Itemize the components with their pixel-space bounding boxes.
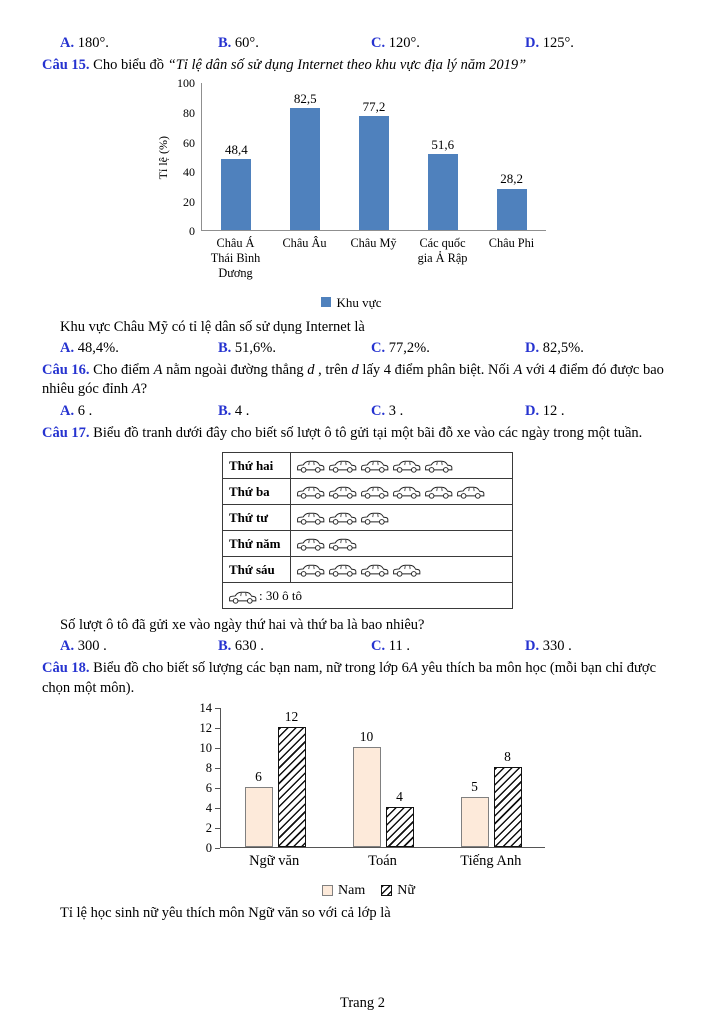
answer-option: [371, 34, 525, 54]
bar-column: [461, 780, 489, 847]
q18-number: Câu 18.: [42, 659, 90, 676]
option-letter: A.: [60, 339, 75, 356]
bar-column: [278, 710, 306, 847]
option-text: 60°.: [231, 35, 259, 51]
answer-option: [371, 402, 525, 422]
y-axis-tick-mark: [215, 828, 220, 829]
bar: [221, 159, 251, 231]
x-axis-category-label: Các quốc gia Ả Rập: [417, 236, 468, 266]
bar-column: [271, 92, 340, 230]
y-axis-tick-mark: [215, 848, 220, 849]
option-letter: D.: [525, 638, 540, 655]
q15-number: Câu 15.: [42, 56, 90, 73]
q18-question: Tỉ lệ học sinh nữ yêu thích môn Ngữ văn so với cả lớp là: [60, 905, 391, 922]
chart1-plot-column: [201, 83, 546, 281]
option-letter: D.: [525, 402, 540, 419]
option-text: 51,6%.: [231, 339, 277, 356]
legend-swatch: [381, 885, 392, 896]
bar-column: [245, 770, 273, 847]
pictogram-day-label: Thứ hai: [223, 453, 291, 479]
math-var: d: [307, 361, 315, 378]
car-icon: [391, 458, 422, 474]
chart1-legend: [155, 294, 547, 312]
option-letter: A.: [60, 402, 75, 419]
pictogram-key-cell: [223, 583, 513, 609]
pictogram-row: [223, 531, 513, 557]
pictogram-icon-cell: [291, 479, 513, 505]
car-icon: [359, 458, 390, 474]
option-letter: B.: [218, 402, 232, 419]
option-text: 12 .: [539, 402, 565, 419]
x-axis-category-label: Tiếng Anh: [460, 853, 522, 870]
option-letter: B.: [218, 339, 232, 356]
option-letter: A.: [60, 35, 75, 51]
option-text: 180°.: [74, 35, 109, 51]
answer-option: [525, 637, 683, 657]
car-icon: [327, 484, 358, 500]
q15-lead: Cho biểu đồ: [93, 56, 165, 73]
bar-column: [477, 172, 546, 230]
q15-chart-title: “Tỉ lệ dân số sử dụng Internet theo khu vực địa lý năm 2019”: [167, 56, 527, 73]
pictogram-icon-cell: [291, 453, 513, 479]
prev-question-options: [42, 34, 683, 54]
pictogram-icon-cell: [291, 557, 513, 583]
q17-options: [42, 637, 683, 657]
car-icon: [359, 562, 390, 578]
y-axis-tick-label: 10: [199, 740, 212, 755]
answer-option: [525, 402, 683, 422]
chart2-legend: [192, 881, 545, 900]
q18-text: Biểu đồ cho biết số lượng các bạn nam, nữ trong lớp 6: [93, 659, 409, 676]
option-letter: C.: [371, 35, 386, 51]
chart2-y-axis: [192, 700, 220, 855]
bar-value-label: 28,2: [500, 171, 523, 187]
answer-option: [218, 637, 371, 657]
chart1-y-axis-title: Tỉ lệ (%): [155, 135, 170, 180]
option-letter: C.: [371, 402, 386, 419]
q16-text: lấy 4 điểm phân biệt. Nối: [358, 361, 514, 378]
chart1-y-axis: [171, 76, 201, 239]
chart2-x-axis-labels: [220, 852, 545, 872]
answer-option: [371, 339, 525, 359]
answer-option: [218, 34, 371, 54]
option-text: 330 .: [539, 638, 572, 655]
bar-column: [408, 138, 477, 231]
car-icon: [423, 484, 454, 500]
car-icon: [423, 458, 454, 474]
q16-text: Cho điểm: [93, 361, 154, 378]
q17-stem: [42, 424, 683, 444]
y-axis-tick-label: 4: [205, 800, 212, 815]
q16-options: [42, 402, 683, 422]
bar-nu: [494, 767, 522, 847]
bar-nam: [245, 787, 273, 847]
option-text: 82,5%.: [539, 339, 584, 356]
chart1-ylabel-wrap: [155, 83, 171, 231]
option-text: 120°.: [385, 35, 420, 51]
y-axis-tick-label: 12: [199, 720, 212, 735]
pictogram-row: [223, 453, 513, 479]
x-axis-category-label: Châu Á Thái Bình Dương: [210, 236, 261, 281]
parking-pictogram-table: [222, 452, 513, 609]
option-letter: B.: [218, 638, 232, 655]
y-axis-tick-mark: [215, 788, 220, 789]
internet-usage-bar-chart: [155, 76, 555, 312]
bar-nam: [353, 747, 381, 847]
q15-question: Khu vực Châu Mỹ có tỉ lệ dân số sử dụng Internet là: [60, 319, 365, 336]
y-axis-tick-label: 60: [183, 135, 195, 150]
q15-stem: [42, 56, 683, 76]
option-text: 125°.: [539, 35, 574, 51]
bar-value-label: 51,6: [431, 136, 455, 152]
option-text: 4 .: [231, 402, 250, 419]
pictogram-row: [223, 505, 513, 531]
option-letter: C.: [371, 638, 386, 655]
bar-column: [386, 790, 414, 847]
y-axis-tick-label: 100: [177, 76, 195, 91]
bar-column: [340, 100, 409, 231]
q18-stem: [42, 659, 683, 698]
car-icon: [359, 510, 390, 526]
math-var: A: [513, 361, 523, 378]
bar: [359, 116, 389, 230]
y-axis-tick-mark: [215, 768, 220, 769]
q16-text: ?: [140, 381, 148, 398]
bar-group: [461, 750, 522, 847]
answer-option: [525, 339, 683, 359]
car-icon: [391, 484, 422, 500]
x-axis-category-label: Toán: [368, 853, 397, 870]
pictogram-row: [223, 557, 513, 583]
q16-text: nằm ngoài đường thẳng: [162, 361, 308, 378]
q15-options: [42, 339, 683, 359]
option-letter: D.: [525, 339, 540, 356]
bar-nam: [461, 797, 489, 847]
answer-option: [218, 402, 371, 422]
answer-option: [60, 34, 218, 54]
bar-group: [245, 710, 306, 847]
bar-group: [353, 730, 414, 847]
legend-label: Khu vực: [336, 295, 382, 311]
car-icon: [327, 562, 358, 578]
bar-value-label: 48,4: [225, 141, 248, 157]
x-axis-category-label: Châu Phi: [488, 236, 535, 251]
option-text: 77,2%.: [385, 339, 430, 356]
option-text: 300 .: [74, 638, 107, 655]
answer-option: [218, 339, 371, 359]
pictogram-icon-cell: [291, 531, 513, 557]
car-icon: [295, 458, 326, 474]
pictogram-row: [223, 479, 513, 505]
bar: [428, 154, 458, 230]
q16-number: Câu 16.: [42, 361, 90, 378]
x-axis-category-label: Châu Âu: [282, 236, 327, 251]
option-letter: D.: [525, 35, 540, 51]
car-icon: [295, 536, 326, 552]
y-axis-tick-label: 80: [183, 106, 195, 121]
chart1-plot-area: [201, 83, 546, 231]
class-subjects-bar-chart: [192, 700, 683, 900]
y-axis-tick-mark: [215, 748, 220, 749]
bar-nu: [278, 727, 306, 847]
legend-item: [381, 881, 415, 900]
y-axis-tick-mark: [215, 728, 220, 729]
pictogram-day-label: Thứ sáu: [223, 557, 291, 583]
math-var: A: [153, 361, 163, 378]
legend-label: Nữ: [397, 883, 415, 899]
x-axis-category-label: Ngữ văn: [249, 853, 300, 870]
bar-column: [494, 750, 522, 847]
page-number: Trang 2: [340, 995, 385, 1012]
legend-label: Nam: [338, 883, 366, 899]
bar-value-label: 77,2: [362, 98, 386, 114]
math-var: A: [408, 659, 418, 676]
bar-nu: [386, 807, 414, 847]
y-axis-tick-label: 40: [183, 165, 195, 180]
car-icon: [295, 510, 326, 526]
chart2-plot-area: [220, 708, 545, 848]
option-text: 630 .: [231, 638, 264, 655]
car-icon: [391, 562, 422, 578]
y-axis-tick-mark: [215, 808, 220, 809]
car-icon: [455, 484, 486, 500]
car-icon: [327, 458, 358, 474]
car-icon: [295, 484, 326, 500]
answer-option: [371, 637, 525, 657]
bar-column: [353, 730, 381, 847]
bar-value-label: 12: [284, 709, 299, 725]
option-text: 48,4%.: [74, 339, 119, 356]
q17-number: Câu 17.: [42, 424, 90, 441]
answer-option: [60, 637, 218, 657]
car-icon: [327, 536, 358, 552]
pictogram-icon-cell: [291, 505, 513, 531]
option-text: 6 .: [74, 402, 93, 419]
answer-option: [60, 402, 218, 422]
answer-option: [525, 34, 683, 54]
y-axis-tick-label: 6: [205, 780, 212, 795]
chart2-plot-row: [192, 700, 683, 855]
y-axis-tick-label: 20: [183, 194, 195, 209]
car-icon: [359, 484, 390, 500]
x-axis-category-label: Châu Mỹ: [350, 236, 397, 251]
pictogram-day-label: Thứ tư: [223, 505, 291, 531]
car-icon: [227, 589, 258, 605]
bar-value-label: 4: [396, 789, 403, 805]
math-var: d: [351, 361, 359, 378]
q17-question: Số lượt ô tô đã gửi xe vào ngày thứ hai và thứ ba là bao nhiêu?: [60, 617, 425, 634]
y-axis-tick-label: 2: [205, 820, 212, 835]
q16-text: , trên: [314, 361, 352, 378]
car-icon: [327, 510, 358, 526]
chart1-x-axis-labels: [201, 236, 546, 281]
y-axis-tick-label: 0: [205, 840, 212, 855]
option-letter: C.: [371, 339, 386, 356]
bar-value-label: 8: [504, 749, 511, 765]
answer-option: [60, 339, 218, 359]
y-axis-tick-mark: [215, 708, 220, 709]
option-letter: B.: [218, 35, 232, 51]
option-letter: A.: [60, 638, 75, 655]
q17-text: Biểu đồ tranh dưới đây cho biết số lượt ô tô gửi tại một bãi đỗ xe vào các ngày trong một tuần.: [93, 424, 643, 441]
legend-swatch: [322, 885, 333, 896]
q18-text: yêu thích ba môn học (mỗi bạn chỉ được chọn một môn).: [42, 659, 656, 696]
bar-value-label: 6: [255, 769, 262, 785]
chart2-plot-column: [220, 708, 545, 848]
bar-column: [202, 143, 271, 231]
bar: [290, 108, 320, 230]
math-var: A: [131, 381, 141, 398]
option-text: 3 .: [385, 402, 404, 419]
car-icon: [295, 562, 326, 578]
q16-stem: [42, 361, 683, 400]
y-axis-tick-label: 8: [205, 760, 212, 775]
legend-swatch: [321, 297, 331, 307]
pictogram-key-row: [223, 583, 513, 609]
option-text: 11 .: [385, 638, 410, 655]
bar: [497, 189, 527, 231]
pictogram-unit-label: : 30 ô tô: [259, 587, 302, 603]
pictogram-day-label: Thứ ba: [223, 479, 291, 505]
chart1-plot-row: [155, 76, 555, 281]
y-axis-tick-label: 14: [199, 700, 212, 715]
bar-value-label: 5: [471, 779, 478, 795]
bar-value-label: 10: [359, 729, 374, 745]
pictogram-day-label: Thứ năm: [223, 531, 291, 557]
legend-item: [322, 881, 365, 900]
bar-value-label: 82,5: [293, 91, 317, 107]
y-axis-tick-label: 0: [189, 224, 195, 239]
q16-text: với 4 điểm đó được bao nhiêu góc đỉnh: [42, 361, 664, 398]
